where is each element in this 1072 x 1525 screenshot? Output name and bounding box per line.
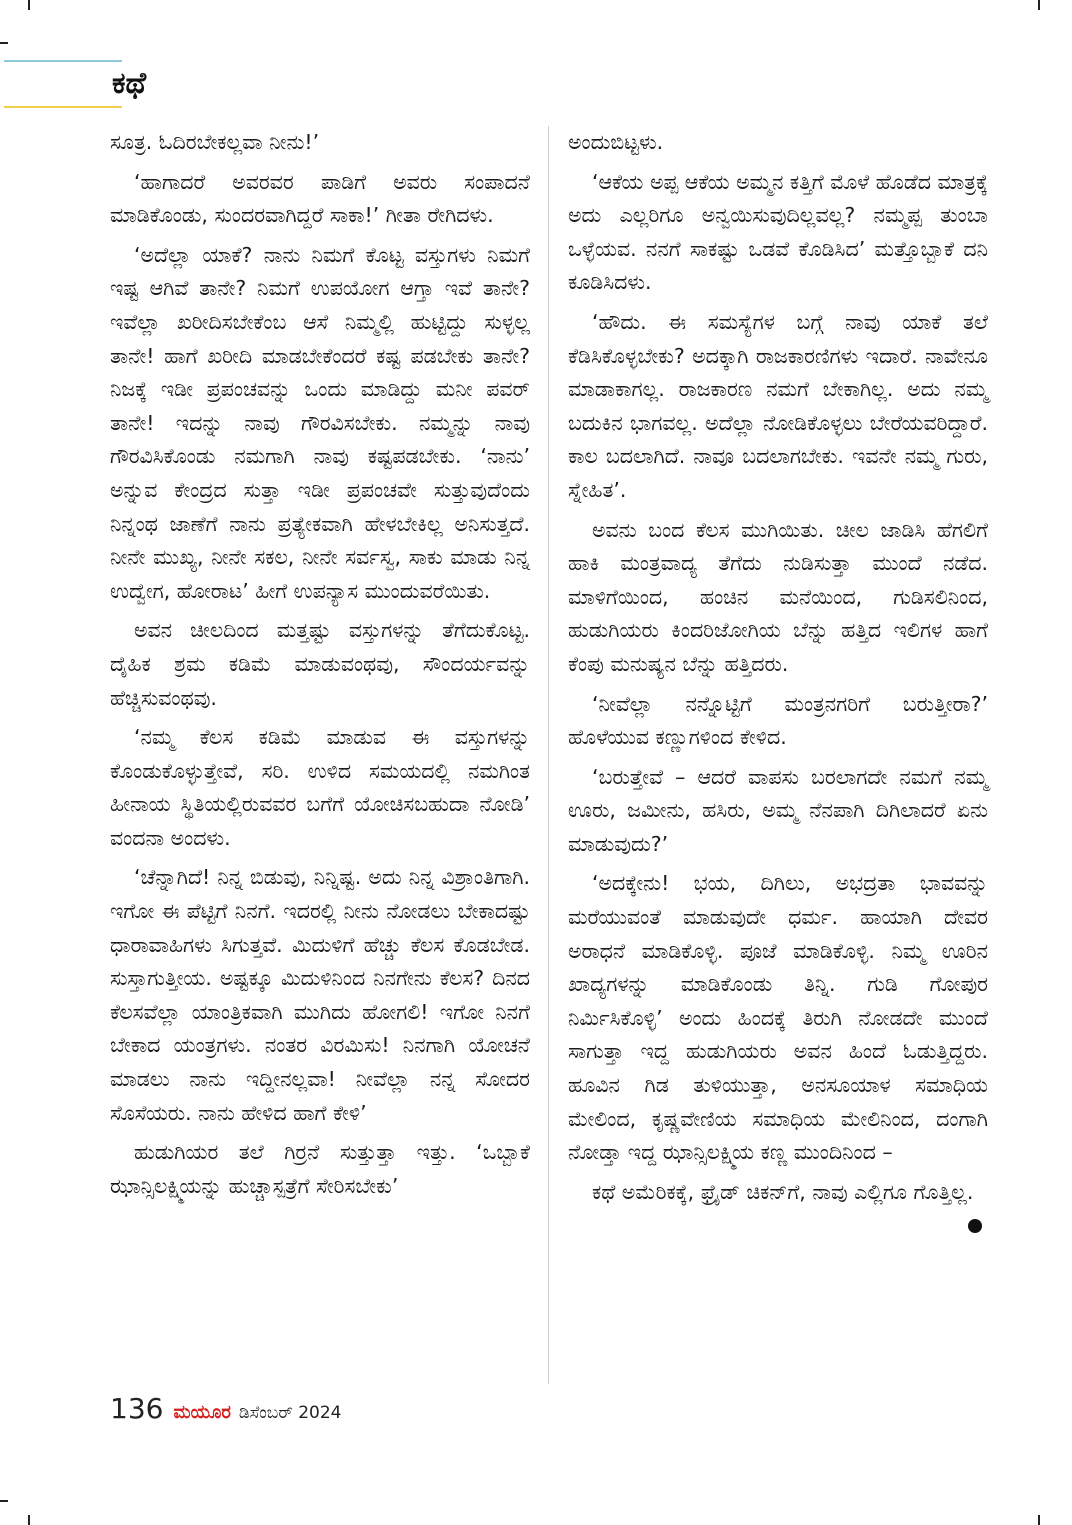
page-number: 136 <box>110 1392 164 1425</box>
issue-date: ಡಿಸೆಂಬರ್ 2024 <box>238 1403 342 1423</box>
header-accent-rule-bottom <box>4 106 122 108</box>
paragraph-text: ‘ನೀವೆಲ್ಲಾ ನನ್ನೊಟ್ಟಿಗೆ ಮಂತ್ರನಗರಿಗೆ ಬರುತ್ತೀರಾ?’ ಹೊಳೆಯುವ ಕಣ್ಣುಗಳಿಂದ ಕೇಳಿದ. <box>568 691 988 750</box>
crop-mark <box>28 1515 30 1525</box>
paragraph-text: ಸೂತ್ರ. ಓದಿರಬೇಕಲ್ಲವಾ ನೀನು!’ <box>110 130 320 154</box>
page-footer <box>110 1392 342 1432</box>
crop-mark <box>28 0 30 10</box>
paragraph-text: ‘ಅದಕ್ಕೇನು! ಭಯ, ದಿಗಿಲು, ಅಭದ್ರತಾ ಭಾವವನ್ನು ಮರೆಯುವಂತೆ ಮಾಡುವುದೇ ಧರ್ಮ. ಹಾಯಾಗಿ ದೇವರ ಅರಾಧನೆ ಮಾಡಿಕೊಳ್ಳಿ. ಪೂಜೆ ಮಾಡಿಕೊಳ್ಳಿ. ನಿಮ್ಮ ಊರಿನ ಖಾದ್ಯಗಳನ್ನು ಮಾಡಿಕೊಂಡು ತಿನ್ನಿ. ಗುಡಿ ಗೋಪುರ ನಿರ್ಮಿಸಿಕೊಳ್ಳಿ’ ಅಂದು ಹಿಂದಕ್ಕೆ ತಿರುಗಿ ನೋಡದೇ ಮುಂದೆ ಸಾಗುತ್ತಾ ಇದ್ದ ಹುಡುಗಿಯರು ಅವನ ಹಿಂದೆ ಓಡುತ್ತಿದ್ದರು. ಹೂವಿನ ಗಿಡ ತುಳಿಯುತ್ತಾ, ಅನಸೂಯಾಳ ಸಮಾಧಿಯ ಮೇಲಿಂದ, ಕೃಷ್ಣವೇಣಿಯ ಸಮಾಧಿಯ ಮೇಲಿನಿಂದ, ದಂಗಾಗಿ ನೋಡ್ತಾ ಇದ್ದ ಝಾನ್ಸಿಲಕ್ಷ್ಮಿಯ ಕಣ್ಣ ಮುಂದಿನಿಂದ – <box>568 871 988 1165</box>
paragraph-text: ‘ಹೌದು. ಈ ಸಮಸ್ಯೆಗಳ ಬಗ್ಗೆ ನಾವು ಯಾಕೆ ತಲೆ ಕೆಡಿಸಿಕೊಳ್ಳಬೇಕು? ಅದಕ್ಕಾಗಿ ರಾಜಕಾರಣಿಗಳು ಇದಾರೆ. ನಾವೇನೂ ಮಾಡಾಕಾಗಲ್ಲ. ರಾಜಕಾರಣ ನಮಗೆ ಬೇಕಾಗಿಲ್ಲ. ಅದು ನಮ್ಮ ಬದುಕಿನ ಭಾಗವಲ್ಲ. ಅದೆಲ್ಲಾ ನೋಡಿಕೊಳ್ಳಲು ಬೇರೆಯವರಿದ್ದಾರೆ. ಕಾಲ ಬದಲಾಗಿದೆ. ನಾವೂ ಬದಲಾಗಬೇಕು. ಇವನೇ ನಮ್ಮ ಗುರು, ಸ್ನೇಹಿತ’. <box>568 309 988 502</box>
paragraph-text: ‘ಹಾಗಾದರೆ ಅವರವರ ಪಾಡಿಗೆ ಅವರು ಸಂಪಾದನೆ ಮಾಡಿಕೊಂಡು, ಸುಂದರವಾಗಿದ್ದರೆ ಸಾಕಾ!’ ಗೀತಾ ರೇಗಿದಳು. <box>110 169 530 228</box>
paragraph <box>110 861 530 1130</box>
paragraph <box>568 867 988 1169</box>
magazine-logo: ಮಯೂರ <box>173 1402 231 1423</box>
paragraph-text: ಅವನು ಬಂದ ಕೆಲಸ ಮುಗಿಯಿತು. ಚೀಲ ಜಾಡಿಸಿ ಹೆಗಲಿಗೆ ಹಾಕಿ ಮಂತ್ರವಾದ್ಯ ತೆಗೆದು ನುಡಿಸುತ್ತಾ ಮುಂದೆ ನಡೆದ. ಮಾಳಿಗೆಯಿಂದ, ಹಂಚಿನ ಮನೆಯಿಂದ, ಗುಡಿಸಲಿನಿಂದ, ಹುಡುಗಿಯರು ಕಿಂದರಿಜೋಗಿಯ ಬೆನ್ನು ಹತ್ತಿದ ಇಲಿಗಳ ಹಾಗೆ ಕೆಂಪು ಮನುಷ್ಯನ ಬೆನ್ನು ಹತ್ತಿದರು. <box>568 517 988 676</box>
crop-mark <box>1038 1515 1040 1525</box>
paragraph <box>568 688 988 755</box>
header-accent-rule-top <box>4 60 122 62</box>
paragraph <box>110 1136 530 1203</box>
column-divider <box>548 126 549 1384</box>
crop-mark <box>1038 0 1040 10</box>
paragraph <box>110 166 530 233</box>
section-title: ಕಥೆ <box>112 66 147 101</box>
paragraph <box>568 761 988 862</box>
paragraph <box>568 166 988 300</box>
crop-mark <box>0 1500 8 1502</box>
paragraph <box>568 1176 988 1210</box>
paragraph <box>110 614 530 715</box>
paragraph <box>568 514 988 682</box>
paragraph-text: ‘ಆಕೆಯ ಅಪ್ಪ ಆಕೆಯ ಅಮ್ಮನ ಕತ್ತಿಗೆ ಮೊಳೆ ಹೊಡೆದ ಮಾತ್ರಕ್ಕೆ ಅದು ಎಲ್ಲರಿಗೂ ಅನ್ವಯಿಸುವುದಿಲ್ಲವಲ್ಲ? ನಮ್ಮಪ್ಪ ತುಂಬಾ ಒಳ್ಳೆಯವ. ನನಗೆ ಸಾಕಷ್ಟು ಒಡವೆ ಕೊಡಿಸಿದ’ ಮತ್ತೊಬ್ಬಾಕೆ ದನಿ ಕೂಡಿಸಿದಳು. <box>568 169 988 295</box>
paragraph <box>110 126 530 160</box>
paragraph-text: ಅವನ ಚೀಲದಿಂದ ಮತ್ತಷ್ಟು ವಸ್ತುಗಳನ್ನು ತೆಗೆದುಕೊಟ್ಟ. ದೈಹಿಕ ಶ್ರಮ ಕಡಿಮೆ ಮಾಡುವಂಥವು, ಸೌಂದರ್ಯವನ್ನು ಹೆಚ್ಚಿಸುವಂಥವು. <box>110 618 530 710</box>
story-end-mark <box>968 1219 982 1233</box>
paragraph <box>568 306 988 508</box>
paragraph-text: ಹುಡುಗಿಯರ ತಲೆ ಗಿರ್ರನೆ ಸುತ್ತುತ್ತಾ ಇತ್ತು. ‘ಒಬ್ಬಾಕೆ ಝಾನ್ಸಿಲಕ್ಷ್ಮಿಯನ್ನು ಹುಚ್ಚಾಸ್ಪತ್ರೆಗೆ ಸೇರಿಸಬೇಕು’ <box>110 1140 530 1198</box>
paragraph <box>110 239 530 609</box>
paragraph-text: ‘ಅದೆಲ್ಲಾ ಯಾಕೆ? ನಾನು ನಿಮಗೆ ಕೊಟ್ಟ ವಸ್ತುಗಳು ನಿಮಗೆ ಇಷ್ಟ ಆಗಿವೆ ತಾನೇ? ನಿಮಗೆ ಉಪಯೋಗ ಆಗ್ತಾ ಇವೆ ತಾನೇ? ಇವೆಲ್ಲಾ ಖರೀದಿಸಬೇಕೆಂಬ ಆಸೆ ನಿಮ್ಮಲ್ಲಿ ಹುಟ್ಟಿದ್ದು ಸುಳ್ಳಲ್ಲ ತಾನೇ! ಹಾಗೆ ಖರೀದಿ ಮಾಡಬೇಕೆಂದರೆ ಕಷ್ಟ ಪಡಬೇಕು ತಾನೇ? ನಿಜಕ್ಕೆ ಇಡೀ ಪ್ರಪಂಚವನ್ನು ಒಂದು ಮಾಡಿದ್ದು ಮನೀ ಪವರ್ ತಾನೇ! ಇದನ್ನು ನಾವು ಗೌರವಿಸಬೇಕು. ನಮ್ಮನ್ನು ನಾವು ಗೌರವಿಸಿಕೊಂಡು ನಮಗಾಗಿ ನಾವು ಕಷ್ಟಪಡಬೇಕು. ‘ನಾನು’ ಅನ್ನುವ ಕೇಂದ್ರದ ಸುತ್ತಾ ಇಡೀ ಪ್ರಪಂಚವೇ ಸುತ್ತುವುದೆಂದು ನಿನ್ನಂಥ ಜಾಣೆಗೆ ನಾನು ಪ್ರತ್ಯೇಕವಾಗಿ ಹೇಳಬೇಕಿಲ್ಲ ಅನಿಸುತ್ತದೆ. ನೀನೇ ಮುಖ್ಯ, ನೀನೇ ಸಕಲ, ನೀನೇ ಸರ್ವಸ್ವ, ಸಾಕು ಮಾಡು ನಿನ್ನ ಉದ್ವೇಗ, ಹೋರಾಟ’ ಹೀಗೆ ಉಪನ್ಯಾಸ ಮುಂದುವರೆಯಿತು. <box>110 242 530 603</box>
paragraph-text: ‘ಚೆನ್ನಾಗಿದೆ! ನಿನ್ನ ಬಿಡುವು, ನಿನ್ನಿಷ್ಟ. ಅದು ನಿನ್ನ ವಿಶ್ರಾಂತಿಗಾಗಿ. ಇಗೋ ಈ ಪೆಟ್ಟಿಗೆ ನಿನಗೆ. ಇದರಲ್ಲಿ ನೀನು ನೋಡಲು ಬೇಕಾದಷ್ಟು ಧಾರಾವಾಹಿಗಳು ಸಿಗುತ್ತವೆ. ಮಿದುಳಿಗೆ ಹೆಚ್ಚು ಕೆಲಸ ಕೊಡಬೇಡ. ಸುಸ್ತಾಗುತ್ತೀಯ. ಅಷ್ಟಕ್ಕೂ ಮಿದುಳಿನಿಂದ ನಿನಗೇನು ಕೆಲಸ? ದಿನದ ಕೆಲಸವೆಲ್ಲಾ ಯಾಂತ್ರಿಕವಾಗಿ ಮುಗಿದು ಹೋಗಲಿ! ಇಗೋ ನಿನಗೆ ಬೇಕಾದ ಯಂತ್ರಗಳು. ನಂತರ ವಿರಮಿಸು! ನಿನಗಾಗಿ ಯೋಚನೆ ಮಾಡಲು ನಾನು ಇದ್ದೀನಲ್ಲವಾ! ನೀವೆಲ್ಲಾ ನನ್ನ ಸೋದರ ಸೊಸೆಯರು. ನಾನು ಹೇಳಿದ ಹಾಗೆ ಕೇಳಿ’ <box>110 865 530 1125</box>
paragraph-text: ಕಥೆ ಅಮೆರಿಕಕ್ಕೆ, ಫ್ರೈಡ್ ಚಿಕನ್‌ಗೆ, ನಾವು ಎಲ್ಲಿಗೂ ಗೊತ್ತಿಲ್ಲ. <box>592 1179 974 1204</box>
paragraph <box>110 721 530 855</box>
paragraph-text: ‘ನಮ್ಮ ಕೆಲಸ ಕಡಿಮೆ ಮಾಡುವ ಈ ವಸ್ತುಗಳನ್ನು ಕೊಂಡುಕೊಳ್ಳುತ್ತೇವೆ, ಸರಿ. ಉಳಿದ ಸಮಯದಲ್ಲಿ ನಮಗಿಂತ ಹೀನಾಯ ಸ್ಥಿತಿಯಲ್ಲಿರುವವರ ಬಗೆಗೆ ಯೋಚಿಸಬಹುದಾ ನೋಡಿ’ ವಂದನಾ ಅಂದಳು. <box>110 725 530 850</box>
right-text-column <box>568 126 988 1233</box>
crop-mark <box>0 42 8 44</box>
paragraph-text: ‘ಬರುತ್ತೇವೆ – ಆದರೆ ವಾಪಸು ಬರಲಾಗದೇ ನಮಗೆ ನಮ್ಮ ಊರು, ಜಮೀನು, ಹಸಿರು, ಅಮ್ಮ ನೆನಪಾಗಿ ದಿಗಿಲಾದರೆ ಏನು ಮಾಡುವುದು?’ <box>568 764 988 856</box>
left-text-column <box>110 126 530 1209</box>
paragraph-text: ಅಂದುಬಿಟ್ಟಳು. <box>568 130 664 154</box>
paragraph <box>568 126 988 160</box>
